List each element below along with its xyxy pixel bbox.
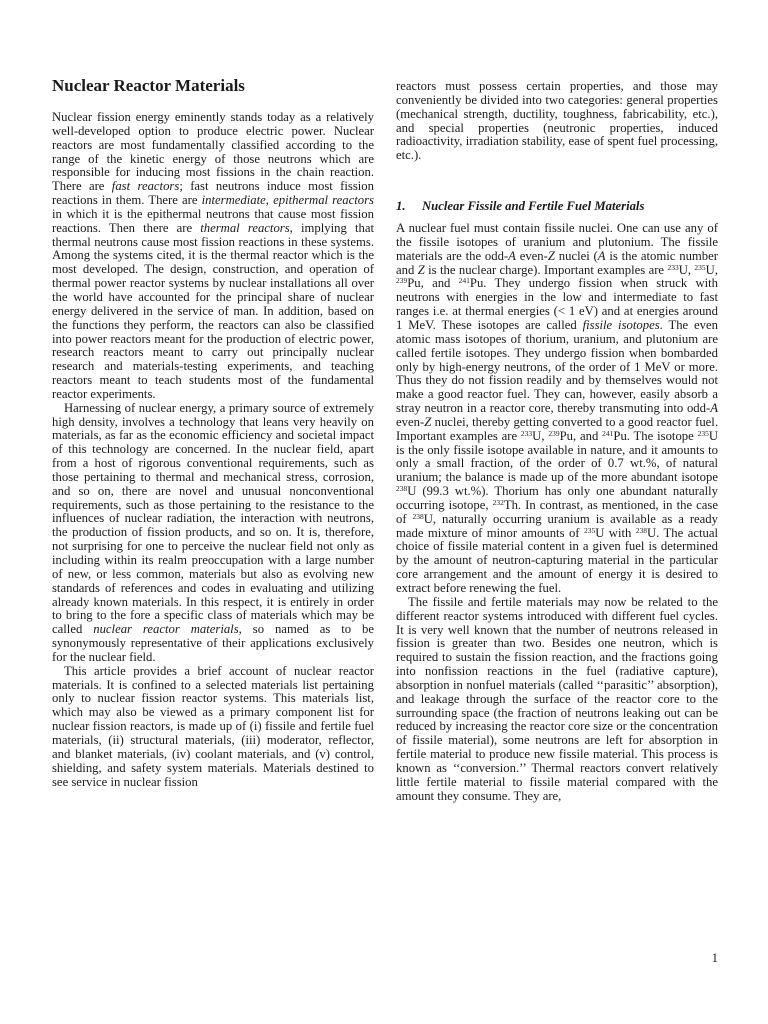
article-title: Nuclear Reactor Materials <box>52 76 245 95</box>
harnessing-paragraph: Harnessing of nuclear energy, a primary source of extremely high density, involves a technology that leans very heavily on materials, as far as the economic efficiency and societal impact of this technology are concerned. In the nuclear field, apart from a host of rigorous conventional requirements, such as those pertaining to thermal and mechanical stress, corrosion, and so on, there are novel and unusual nonconventional requirements, such as those pertaining to the resistance to the influences of nuclear radiation, the interaction with neutrons, the production of fission products, and so on. It is, therefore, not surprising for one to perceive the nuclear field not only as including within its realm preoccupation with a large number of new, or less common, materials but also as evolving new standards of references and codes in evaluating and utilizing already known materials. In this respect, it is entirely in order to bring to the fore a specific class of materials which may be called nuclear reactor materials, so named as to be synonymously representative of their applications exclusively for the nuclear field. <box>52 400 374 664</box>
term-epithermal-reactors: epithermal reactors <box>273 193 374 208</box>
term-nuclear-reactor-materials: nuclear reactor materials <box>93 622 239 637</box>
section-number: 1. <box>396 199 406 213</box>
term-intermediate: intermediate <box>201 193 266 208</box>
section-title: Nuclear Fissile and Fertile Fuel Materials <box>422 199 645 213</box>
term-thermal-reactors: thermal reactors <box>200 220 290 235</box>
intro-paragraph: Nuclear fission energy eminently stands today as a relatively well-developed option to produce electric power. Nuclear reactors are most fundamentally classified according to the range of the kinetic energy of those neutrons which are responsible for inducing most fissions in the chain reaction. There are fast reactors; fast neutrons induce most fission reactions in them. There are intermediate, epithermal reactors in which it is the epithermal neutrons that cause most fission reactions. Then there are thermal reactors, implying that thermal neutrons cause most fission reactions in these systems. Among the systems cited, it is the thermal reactor which is the most developed. The design, construction, and operation of thermal power reactor systems by nuclear installations all over the world have accounted for the principal share of nuclear energy delivered in the service of man. In addition, based on the functions they perform, the reactors can also be classified into power reactors meant for the production of electric power, research reactors meant to carry out principally nuclear research and materials-testing experiments, and teaching reactors meant to teach students most of the fundamental reactor experiments. <box>52 110 374 401</box>
section-1-heading <box>396 199 718 214</box>
fissile-paragraph: A nuclear fuel must contain fissile nuclei. One can use any of the fissile isotopes of uranium and plutonium. The fissile materials are the odd-A even-Z nuclei (A is the atomic number and Z is the nuclear charge). Important examples are $^{233}$U, $^{235}$U, $^{239}$Pu, and $^{241}$Pu. They undergo fission when struck with neutrons with energies in the low and intermediate to fast ranges i.e. at thermal energies (< 1 eV) and at energies around 1 MeV. These isotopes are called fissile isotopes. The even atomic mass isotopes of thorium, uranium, and plutonium are called fertile isotopes. They undergo fission when bombarded only by high-energy neutrons, of the order of 1 MeV or more. Thus they do not fission readily and by themselves would not make a good reactor fuel. They can, however, easily absorb a stray neutron in a reactor core, thereby transmuting into odd-A even-Z nuclei, thereby getting converted to a good reactor fuel. Important examples are $^{233}$U, $^{239}$Pu, and $^{241}$Pu. The isotope $^{235}$U is the only fissile isotope available in nature, and it amounts to only a small fraction, of the order of 0.7 wt.%, of natural uranium; the balance is made up of the more abundant isotope $^{238}$U (99.3 wt.%). Thorium has only one abundant naturally occurring isotope, $^{232}$Th. In contrast, as mentioned, in the case of $^{238}$U, naturally occurring uranium is available as a ready made mixture of minor amounts of $^{235}$U with $^{238}$U. The actual choice of fissile material content in a given fuel is determined by the amount of neutron-capturing material in the particular core arrangement and the amount of energy it is desired to extract before renewing the fuel. <box>396 221 719 595</box>
page-number: 1 <box>711 951 718 965</box>
properties-paragraph: reactors must possess certain properties, and those may conveniently be divided into two categories: general properties (mechanical strength, ductility, toughness, fabricability, etc.), and special properties (neutronic properties, induced radioactivity, irradiation stability, ease of spent fuel processing, etc.). <box>396 79 718 163</box>
right-column <box>396 0 718 804</box>
term-fast-reactors: fast reactors <box>111 179 180 194</box>
fuel-cycle-paragraph: The fissile and fertile materials may now be related to the different reactor systems introduced with different fuel cycles. It is very well known that the number of neutrons released in fission is greater than two. Besides one neutron, which is required to sustain the fission reaction, and the fractions going into nonfission reactions in the fuel (radiative capture), absorption in nonfuel materials (called ‘‘parasitic’’ absorption), and leakage through the surface of the reactor core to the surrounding space (the fraction of neutrons leaking out can be reduced by increasing the reactor core size or the concentration of fissile material), some neutrons are left for absorption in fertile material to produce new fissile material. This process is known as ‘‘conversion.’’ Thermal reactors convert relatively little fertile material to fissile material compared with the amount they consume. They are, <box>396 594 718 803</box>
term-fissile-isotopes: fissile isotopes <box>582 317 660 332</box>
scope-paragraph: This article provides a brief account of nuclear reactor materials. It is confined to a selected materials list pertaining only to nuclear fission reactor systems. This materials list, which may also be viewed as a primary component list for nuclear fission reactors, is made up of (i) fissile and fertile fuel materials, (ii) structural materials, (iii) moderator, reflector, and blanket materials, (iv) coolant materials, and (v) control, shielding, and safety system materials. Materials destined to see service in nuclear fission <box>52 663 374 789</box>
left-column <box>52 0 374 789</box>
